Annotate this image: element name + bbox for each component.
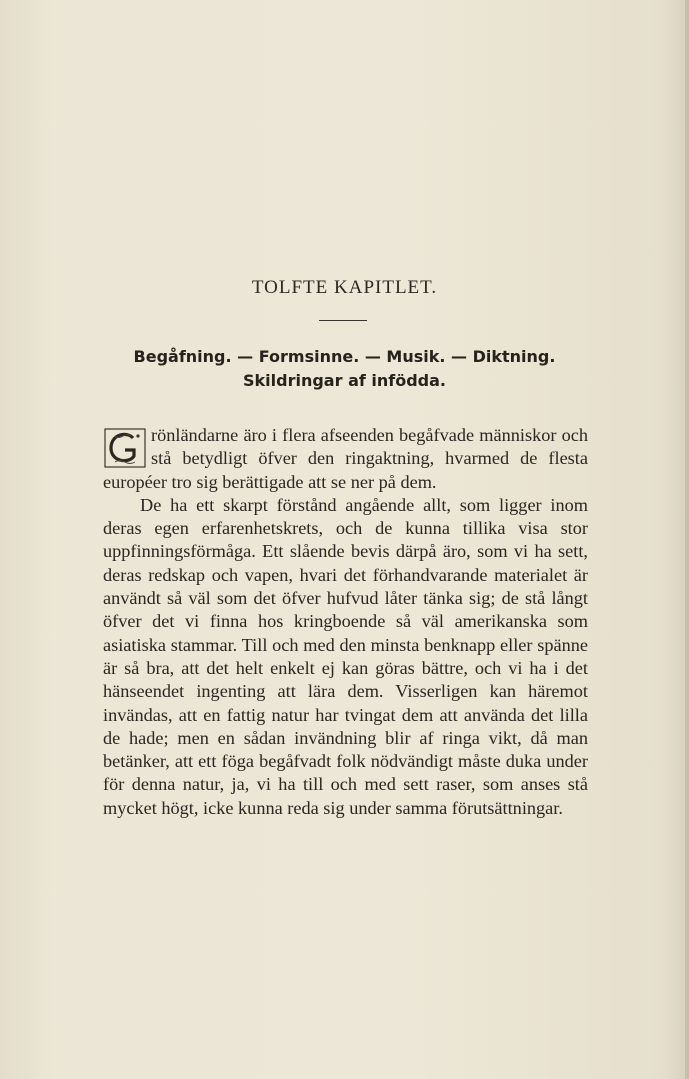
paragraph-1 bbox=[103, 424, 588, 494]
paragraph-2: De ha ett skarpt förstånd angående allt, som ligger inom deras egen erfarenhetskrets, och de kunna tillika visa stor uppfinningsförmåga. Ett slående bevis därpå äro, som vi ha sett, deras redskap och vapen, hvari det förhandvarande materialet är användt så väl som det öfver hufvud låter tänka sig; de stå långt öfver det vi finna hos kringboende så väl amerikanska som asiatiska stammar. Till och med den minsta benknapp eller spänne är så bra, att det helt enkelt ej kan göras bättre, och vi ha i det hänseendet ingenting att lära dem. Visserligen kan häremot invändas, att en fattig natur har tvingat dem att använda det lilla de hade; men en sådan invändning blir af ringa vikt, då man betänker, att ett föga begåfvadt folk nödvändigt måste duka under för denna natur, ja, vi ha till och med sett raser, som anses stå mycket högt, icke kunna reda sig under samma förutsättningar. bbox=[103, 494, 588, 818]
chapter-body bbox=[103, 424, 588, 820]
page-edge bbox=[685, 0, 689, 1079]
subtitle-line-2: Skildringar af infödda. bbox=[243, 371, 446, 390]
subtitle-line-1: Begåfning. — Formsinne. — Musik. — Diktning. bbox=[133, 347, 556, 366]
ornamental-dropcap-icon bbox=[103, 426, 147, 470]
paragraph-1-text: rönländarne äro i flera afseenden begåfvade människor och stå betydligt öfver den ringaktning, hvarmed de flesta européer tro sig berättigade att se ner på dem. bbox=[103, 425, 588, 492]
chapter-subtitle bbox=[0, 345, 689, 393]
title-divider bbox=[319, 320, 367, 321]
chapter-title: TOLFTE KAPITLET. bbox=[251, 277, 438, 298]
